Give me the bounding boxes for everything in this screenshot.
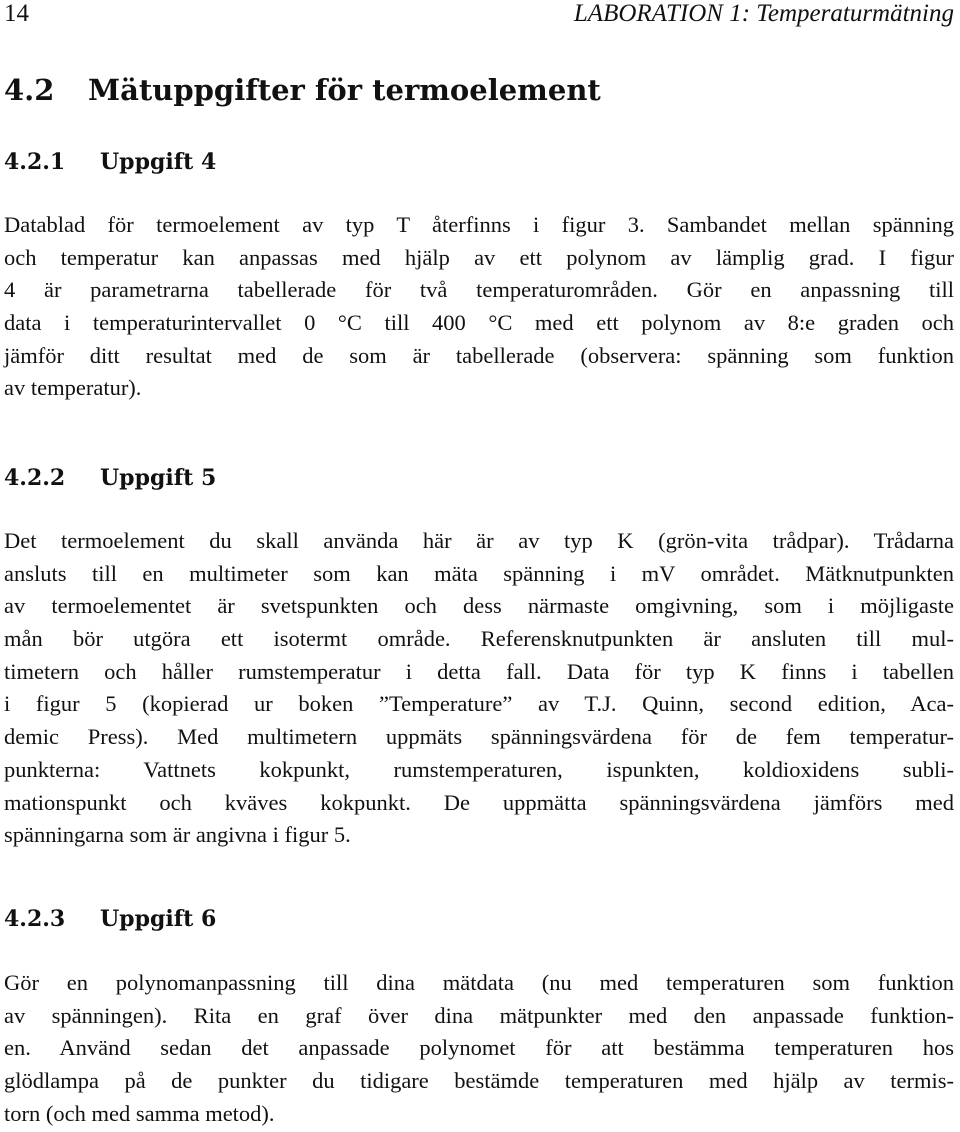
text-line: torn (och med samma metod). [4, 1100, 275, 1126]
paragraph-uppgift-4 [4, 209, 954, 405]
text-line: data i temperaturintervallet 0 °C till 400 °C med ett polynom av 8:e graden och [4, 310, 954, 336]
text-line: punkterna: Vattnets kokpunkt, rumstemperaturen, ispunkten, koldioxidens subli- [4, 756, 954, 782]
page-number: 14 [4, 0, 29, 27]
text-line: av spänningen). Rita en graf över dina mätpunkter med den anpassade funktion- [4, 1002, 954, 1028]
text-line: ansluts till en multimeter som kan mäta spänning i mV området. Mätknutpunkten [4, 560, 954, 586]
text-line: mationspunkt och kväves kokpunkt. De uppmätta spänningsvärdena jämförs med [4, 789, 954, 815]
text-line: Det termoelement du skall använda här är av typ K (grön-vita trådpar). Trådarna [4, 528, 954, 553]
subsection-title: Uppgift 4 [100, 149, 217, 175]
text-line: av temperatur). [4, 375, 142, 401]
subsection-heading [4, 905, 216, 933]
running-head [4, 0, 954, 28]
text-line: demic Press). Med multimetern uppmäts spänningsvärdena för de fem temperatur- [4, 724, 954, 750]
text-line: i figur 5 (kopierad ur boken ”Temperature” av T.J. Quinn, second edition, Aca- [4, 691, 954, 717]
subsection-title: Uppgift 6 [100, 906, 217, 932]
text-line: mån bör utgöra ett isotermt område. Referensknutpunkten är ansluten till mul- [4, 626, 954, 652]
text-line: Gör en polynomanpassning till dina mätdata (nu med temperaturen som funktion [4, 970, 954, 995]
subsection-heading [4, 148, 216, 176]
paragraph-uppgift-5 [4, 525, 954, 852]
subsection-heading [4, 464, 216, 492]
subsection-number: 4.2.2 [4, 465, 66, 491]
subsection-title: Uppgift 5 [100, 465, 217, 491]
section-title: Mätuppgifter för termoelement [88, 73, 601, 107]
subsection-number: 4.2.1 [4, 149, 66, 175]
text-line: 4 är parametrarna tabellerade för två temperaturområden. Gör en anpassning till [4, 277, 954, 303]
chapter-title: LABORATION 1: Temperaturmätning [573, 0, 954, 27]
text-line: timetern och håller rumstemperatur i detta fall. Data för typ K finns i tabellen [4, 658, 954, 684]
text-line: jämför ditt resultat med de som är tabellerade (observera: spänning som funktion [4, 342, 954, 368]
text-line: av termoelementet är svetspunkten och dess närmaste omgivning, som i möjligaste [4, 593, 954, 619]
text-line: och temperatur kan anpassas med hjälp av ett polynom av lämplig grad. I figur [4, 244, 954, 270]
text-line: Datablad för termoelement av typ T återfinns i figur 3. Sambandet mellan spänning [4, 212, 954, 237]
text-line: glödlampa på de punkter du tidigare bestämde temperaturen med hjälp av termis- [4, 1068, 954, 1094]
section-heading [4, 73, 601, 107]
subsection-number: 4.2.3 [4, 906, 66, 932]
section-number: 4.2 [4, 73, 55, 107]
text-line: spänningarna som är angivna i figur 5. [4, 822, 351, 848]
paragraph-uppgift-6 [4, 967, 954, 1130]
text-line: en. Använd sedan det anpassade polynomet för att bestämma temperaturen hos [4, 1035, 954, 1061]
